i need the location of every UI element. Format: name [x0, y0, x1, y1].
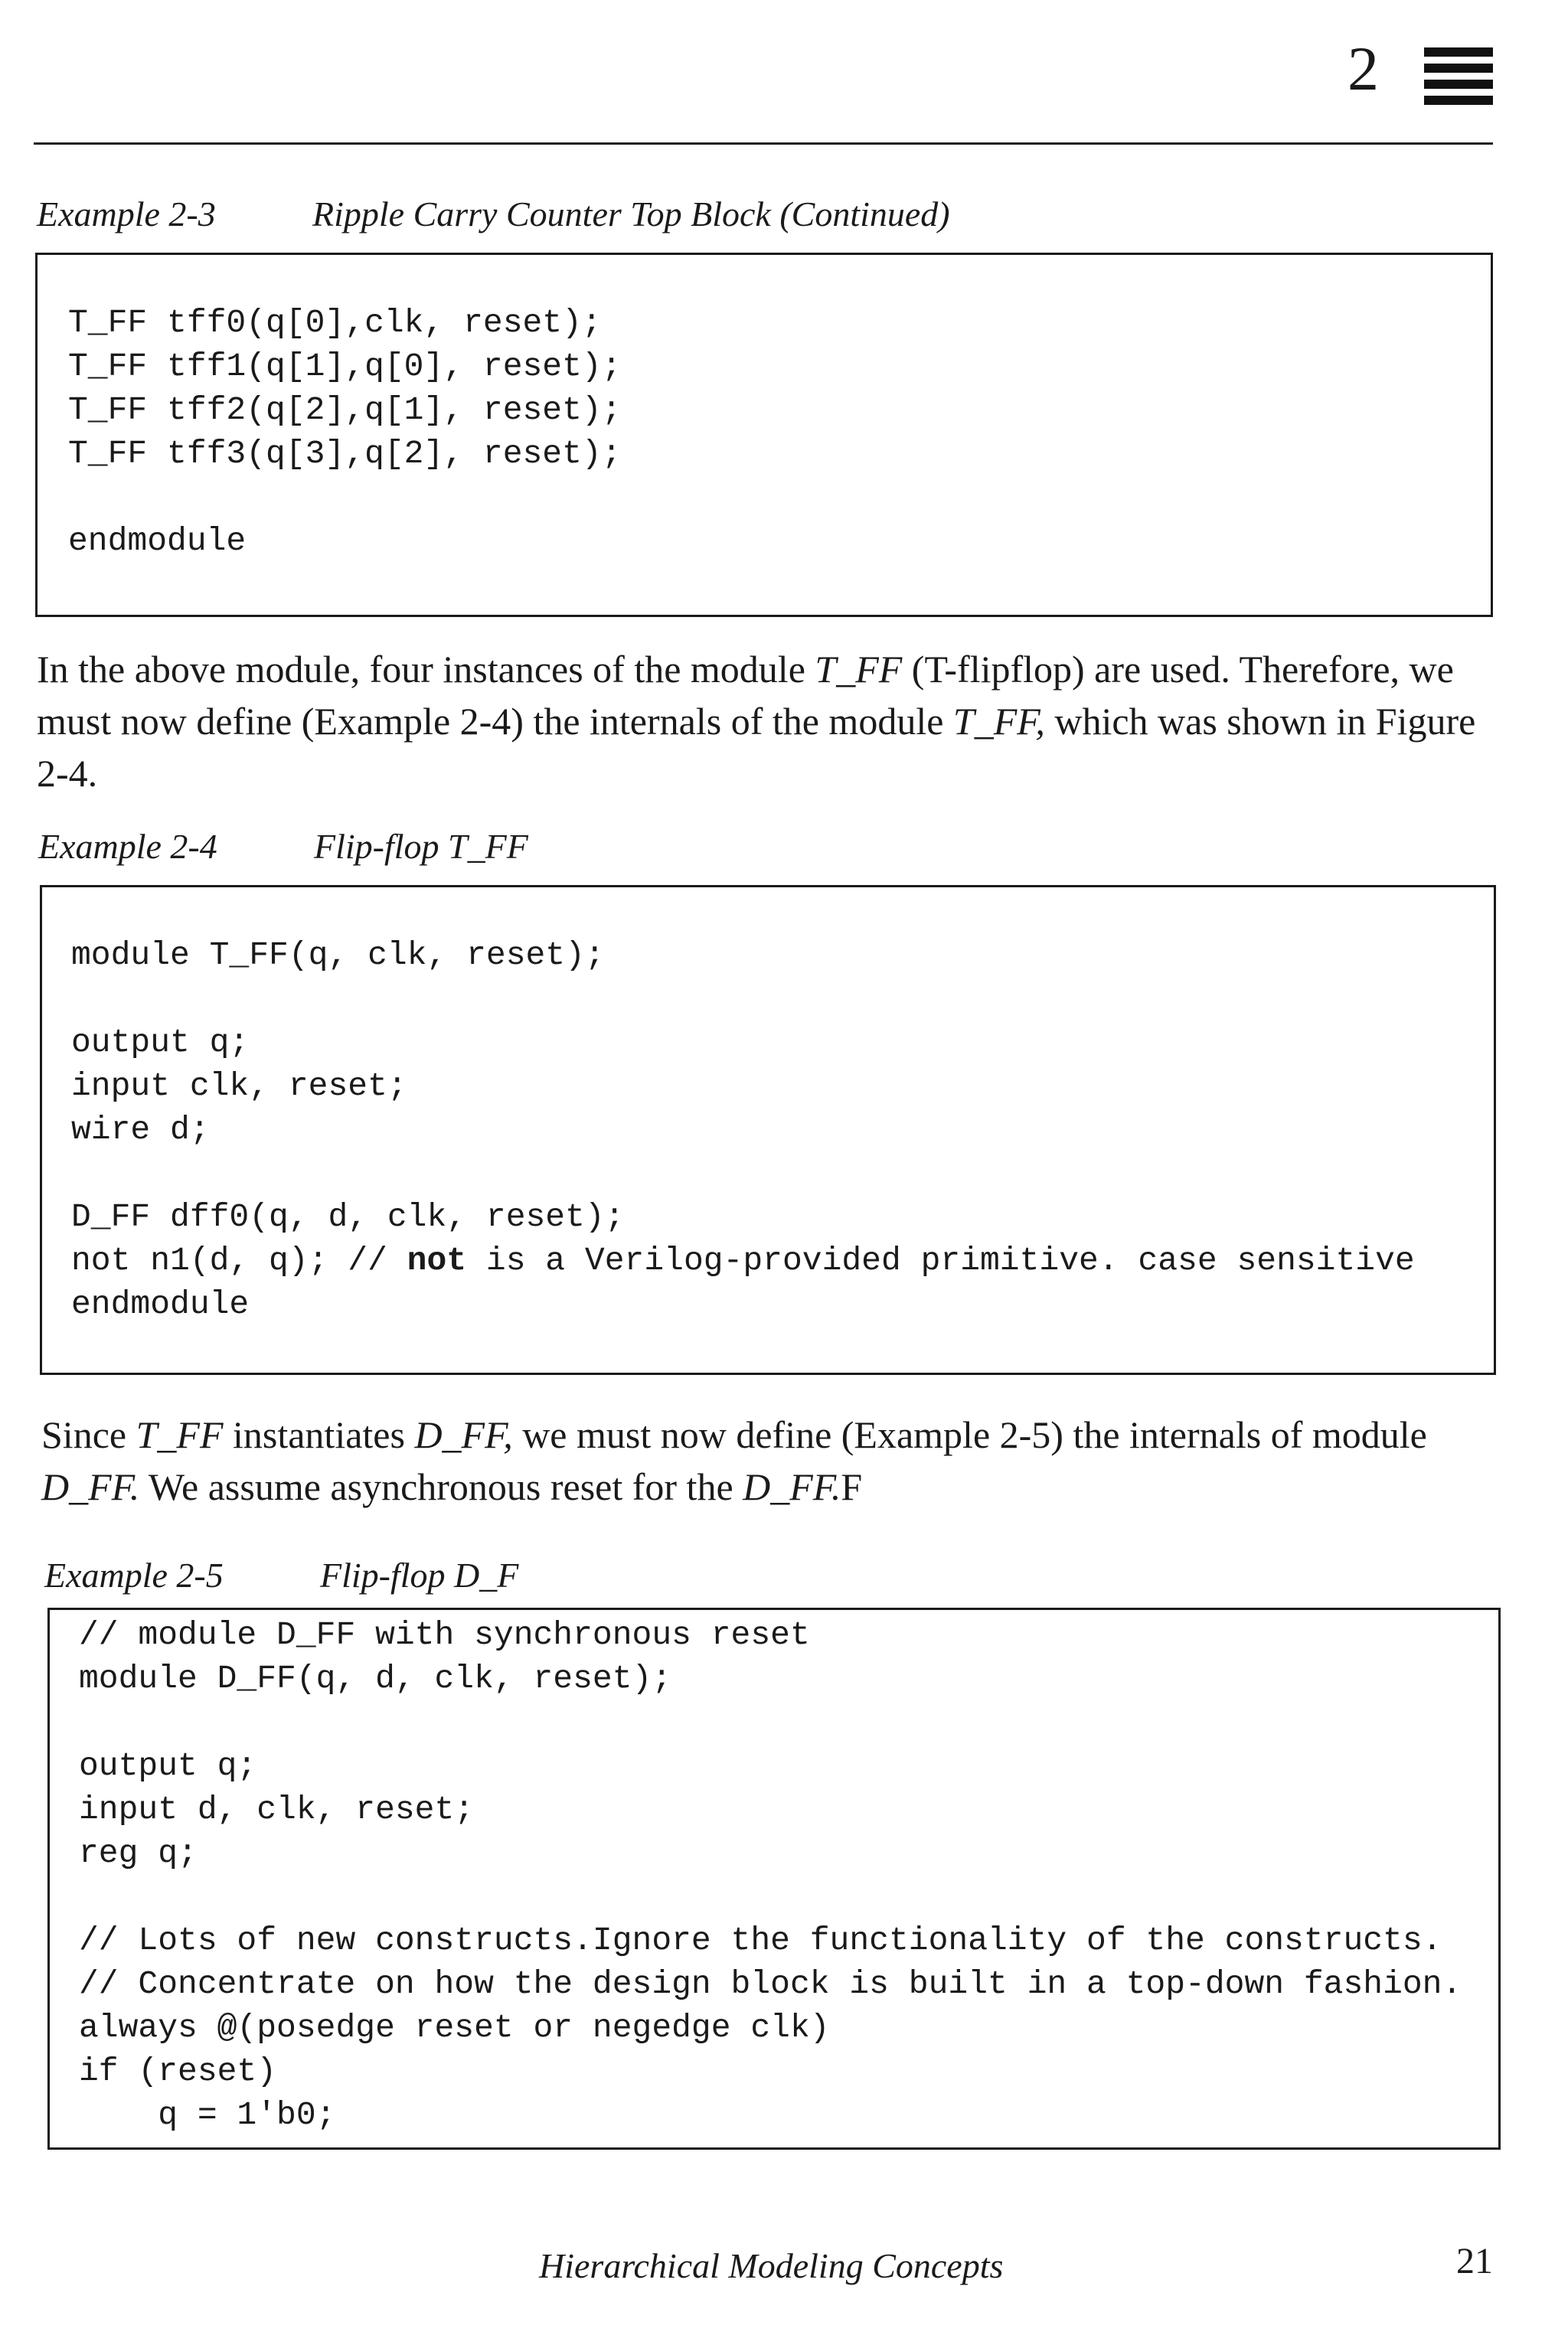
- code-line: input clk, reset;: [71, 1067, 407, 1105]
- example-2-3-code-box: [35, 253, 1493, 617]
- code-line: [71, 1239, 1415, 1282]
- example-2-4-caption: [38, 825, 528, 868]
- code-text: not n1(d, q); //: [71, 1242, 407, 1279]
- code-line: module T_FF(q, clk, reset);: [71, 936, 605, 974]
- example-2-3-title: Ripple Carry Counter Top Block (Continued): [312, 194, 950, 234]
- code-line: D_FF dff0(q, d, clk, reset);: [71, 1198, 625, 1236]
- example-2-5-title: Flip-flop D_F: [320, 1556, 519, 1595]
- chapter-number: 2: [1348, 34, 1379, 103]
- code-line: // Lots of new constructs.Ignore the functionality of the constructs.: [79, 1922, 1442, 1959]
- example-2-5-code: [79, 1613, 1462, 2137]
- code-line: T_FF tff1(q[1],q[0], reset);: [68, 348, 622, 385]
- text-run: F: [841, 1465, 863, 1508]
- italic-run: T_FF: [136, 1413, 224, 1456]
- code-line: input d, clk, reset;: [79, 1791, 475, 1828]
- code-line: if (reset): [79, 2053, 277, 2090]
- running-footer-title: Hierarchical Modeling Concepts: [539, 2246, 1004, 2285]
- code-line: [71, 1151, 1415, 1195]
- example-2-4-title: Flip-flop T_FF: [314, 827, 528, 866]
- example-2-3-caption: [37, 193, 950, 236]
- italic-run: D_FF.: [41, 1465, 140, 1508]
- text-run: which was shown in Figure 2-4.: [37, 700, 1476, 795]
- text-run: we must now define (Example 2-5) the internals of module: [512, 1413, 1427, 1456]
- chapter-marker-bars-icon: [1424, 47, 1493, 112]
- code-line: endmodule: [71, 1285, 250, 1323]
- example-2-4-label: Example 2-4: [38, 827, 217, 866]
- paragraph-1: [37, 643, 1491, 799]
- code-line: wire d;: [71, 1111, 210, 1148]
- text-run: We assume asynchronous reset for the: [139, 1465, 743, 1508]
- example-2-5-code-box: [47, 1608, 1501, 2150]
- code-keyword: not: [407, 1242, 467, 1279]
- example-2-4-code-box: [40, 885, 1496, 1375]
- code-line: T_FF tff2(q[2],q[1], reset);: [68, 391, 622, 429]
- code-line: [79, 1875, 1462, 1919]
- code-line: [79, 1700, 1462, 1744]
- code-line: reg q;: [79, 1834, 198, 1872]
- italic-run: T_FF: [815, 648, 903, 691]
- header-rule: [34, 142, 1493, 145]
- code-line: endmodule: [68, 522, 247, 560]
- text-run: instantiates: [223, 1413, 415, 1456]
- code-line: T_FF tff3(q[3],q[2], reset);: [68, 435, 622, 472]
- code-text: is a Verilog-provided primitive. case sensitive: [466, 1242, 1415, 1279]
- example-2-3-label: Example 2-3: [37, 194, 216, 234]
- text-run: In the above module, four instances of the module: [37, 648, 815, 691]
- code-line: always @(posedge reset or negedge clk): [79, 2009, 830, 2046]
- example-2-5-label: Example 2-5: [44, 1556, 224, 1595]
- italic-run: T_FF,: [952, 700, 1045, 743]
- code-line: [68, 475, 622, 519]
- example-2-3-code: [68, 301, 622, 563]
- code-line: [71, 977, 1415, 1021]
- code-line: module D_FF(q, d, clk, reset);: [79, 1660, 672, 1697]
- code-line: T_FF tff0(q[0],clk, reset);: [68, 304, 602, 341]
- italic-run: D_FF.: [743, 1465, 841, 1508]
- code-line: output q;: [79, 1747, 257, 1785]
- code-line: // module D_FF with synchronous reset: [79, 1616, 810, 1654]
- example-2-4-code: [71, 933, 1415, 1326]
- code-line: q = 1'b0;: [79, 2096, 336, 2134]
- text-run: Since: [41, 1413, 136, 1456]
- example-2-5-caption: [44, 1554, 518, 1597]
- paragraph-2: [41, 1409, 1496, 1513]
- page-number: 21: [1456, 2241, 1493, 2281]
- italic-run: D_FF,: [414, 1413, 513, 1456]
- code-line: // Concentrate on how the design block is built in a top-down fashion.: [79, 1965, 1462, 2003]
- code-line: output q;: [71, 1024, 250, 1061]
- text-run: (T-flipflop) are used. Therefore, we must now define (Example 2-4) the internals of the module: [37, 648, 1454, 743]
